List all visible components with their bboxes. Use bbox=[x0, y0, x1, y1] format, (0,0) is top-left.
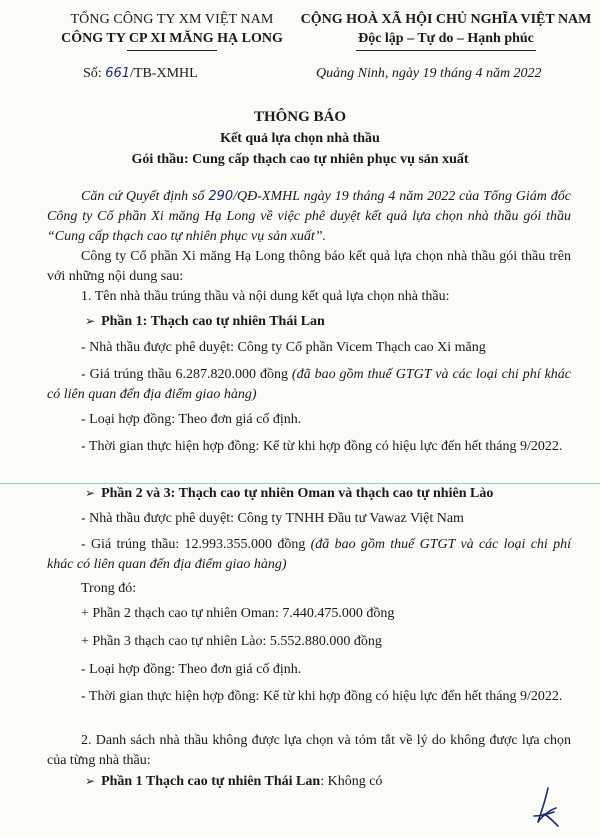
company-name: CÔNG TY CP XI MĂNG HẠ LONG bbox=[61, 31, 283, 46]
title-block bbox=[0, 107, 600, 170]
part-2-3-duration: - Thời gian thực hiện hợp đồng: Kể từ khi hợp đồng có hiệu lực đến hết tháng 9/2022. bbox=[81, 689, 563, 704]
part-1-price: - Giá trúng thầu 6.287.820.000 đồng (đã bao gồm thuế GTGT và các loại chi phí khác có liên quan đến địa điểm giao hàng) bbox=[47, 367, 571, 402]
national-motto: Độc lập – Tự do – Hạnh phúc bbox=[358, 31, 534, 46]
intro-paragraph: Công ty Cổ phần Xi măng Hạ Long thông báo kết quả lựa chọn nhà thầu gói thầu trên với những nội dung sau: bbox=[47, 249, 571, 284]
part-2-3-contractor: - Nhà thầu được phê duyệt: Công ty TNHH Đầu tư Vawaz Việt Nam bbox=[81, 511, 464, 526]
document-subtitle: Kết quả lựa chọn nhà thầu bbox=[220, 131, 380, 146]
part-2-3-price: - Giá trúng thầu: 12.993.355.000 đồng (đã bao gồm thuế GTGT và các loại chi phí khác có liên quan đến địa điểm giao hàng) bbox=[47, 537, 571, 572]
basis-paragraph: Căn cứ Quyết định số 290/QĐ-XMHL ngày 19 tháng 4 năm 2022 của Tổng Giám đốc Công ty Cổ phần Xi măng Hạ Long về việc phê duyệt kết quả lựa chọn nhà thầu gói thầu “Cung cấp thạch cao tự nhiên phục vụ sản xuất”. bbox=[47, 189, 572, 244]
handwritten-decision-number: 290 bbox=[208, 189, 234, 204]
issuer-block bbox=[52, 10, 292, 51]
national-title: CỘNG HOÀ XÃ HỘI CHỦ NGHĨA VIỆT NAM bbox=[300, 12, 592, 27]
part-3-lao-value: + Phần 3 thạch cao tự nhiên Lào: 5.552.880.000 đồng bbox=[81, 634, 382, 649]
package-title: Gói thầu: Cung cấp thạch cao tự nhiên phục vụ sản xuất bbox=[131, 152, 469, 167]
part-1-heading: ➢ Phần 1: Thạch cao tự nhiên Thái Lan bbox=[85, 314, 325, 329]
part-2-3-within: Trong đó: bbox=[81, 581, 137, 596]
part-2-3-heading: ➢ Phần 2 và 3: Thạch cao tự nhiên Oman và thạch cao tự nhiên Lào bbox=[85, 486, 494, 501]
arrow-icon: ➢ bbox=[85, 314, 96, 328]
part-2-3-contract-type: - Loại hợp đồng: Theo đơn giá cố định. bbox=[81, 662, 302, 677]
document-title: THÔNG BÁO bbox=[253, 109, 347, 125]
issuer-underline bbox=[127, 50, 217, 51]
motto-underline bbox=[356, 50, 536, 51]
arrow-icon: ➢ bbox=[85, 774, 96, 788]
part-1-duration: - Thời gian thực hiện hợp đồng: Kể từ khi hợp đồng có hiệu lực đến hết tháng 9/2022. bbox=[81, 439, 563, 454]
part-1-contract-type: - Loại hợp đồng: Theo đơn giá cố định. bbox=[81, 412, 302, 427]
issue-date: Quảng Ninh, ngày 19 tháng 4 năm 2022 bbox=[316, 66, 542, 81]
parent-company: TỔNG CÔNG TY XM VIỆT NAM bbox=[70, 12, 274, 27]
national-motto-block bbox=[296, 10, 596, 51]
section-2-title: 2. Danh sách nhà thầu không được lựa chọn và tóm tắt về lý do không được lựa chọn của từng nhà thầu: bbox=[47, 733, 571, 768]
part-1-rejected: ➢ Phần 1 Thạch cao tự nhiên Thái Lan: Không có bbox=[85, 774, 383, 789]
section-1-title: 1. Tên nhà thầu trúng thầu và nội dung kết quả lựa chọn nhà thầu: bbox=[81, 289, 450, 304]
part-2-oman-value: + Phần 2 thạch cao tự nhiên Oman: 7.440.475.000 đồng bbox=[81, 606, 395, 621]
arrow-icon: ➢ bbox=[85, 486, 96, 500]
document-number: Số: 661/TB-XMHL bbox=[83, 66, 198, 81]
handwritten-number: 661 bbox=[105, 66, 131, 81]
initials-signature-icon bbox=[528, 786, 564, 830]
part-1-contractor: - Nhà thầu được phê duyệt: Công ty Cổ phần Vicem Thạch cao Xi măng bbox=[81, 340, 486, 355]
